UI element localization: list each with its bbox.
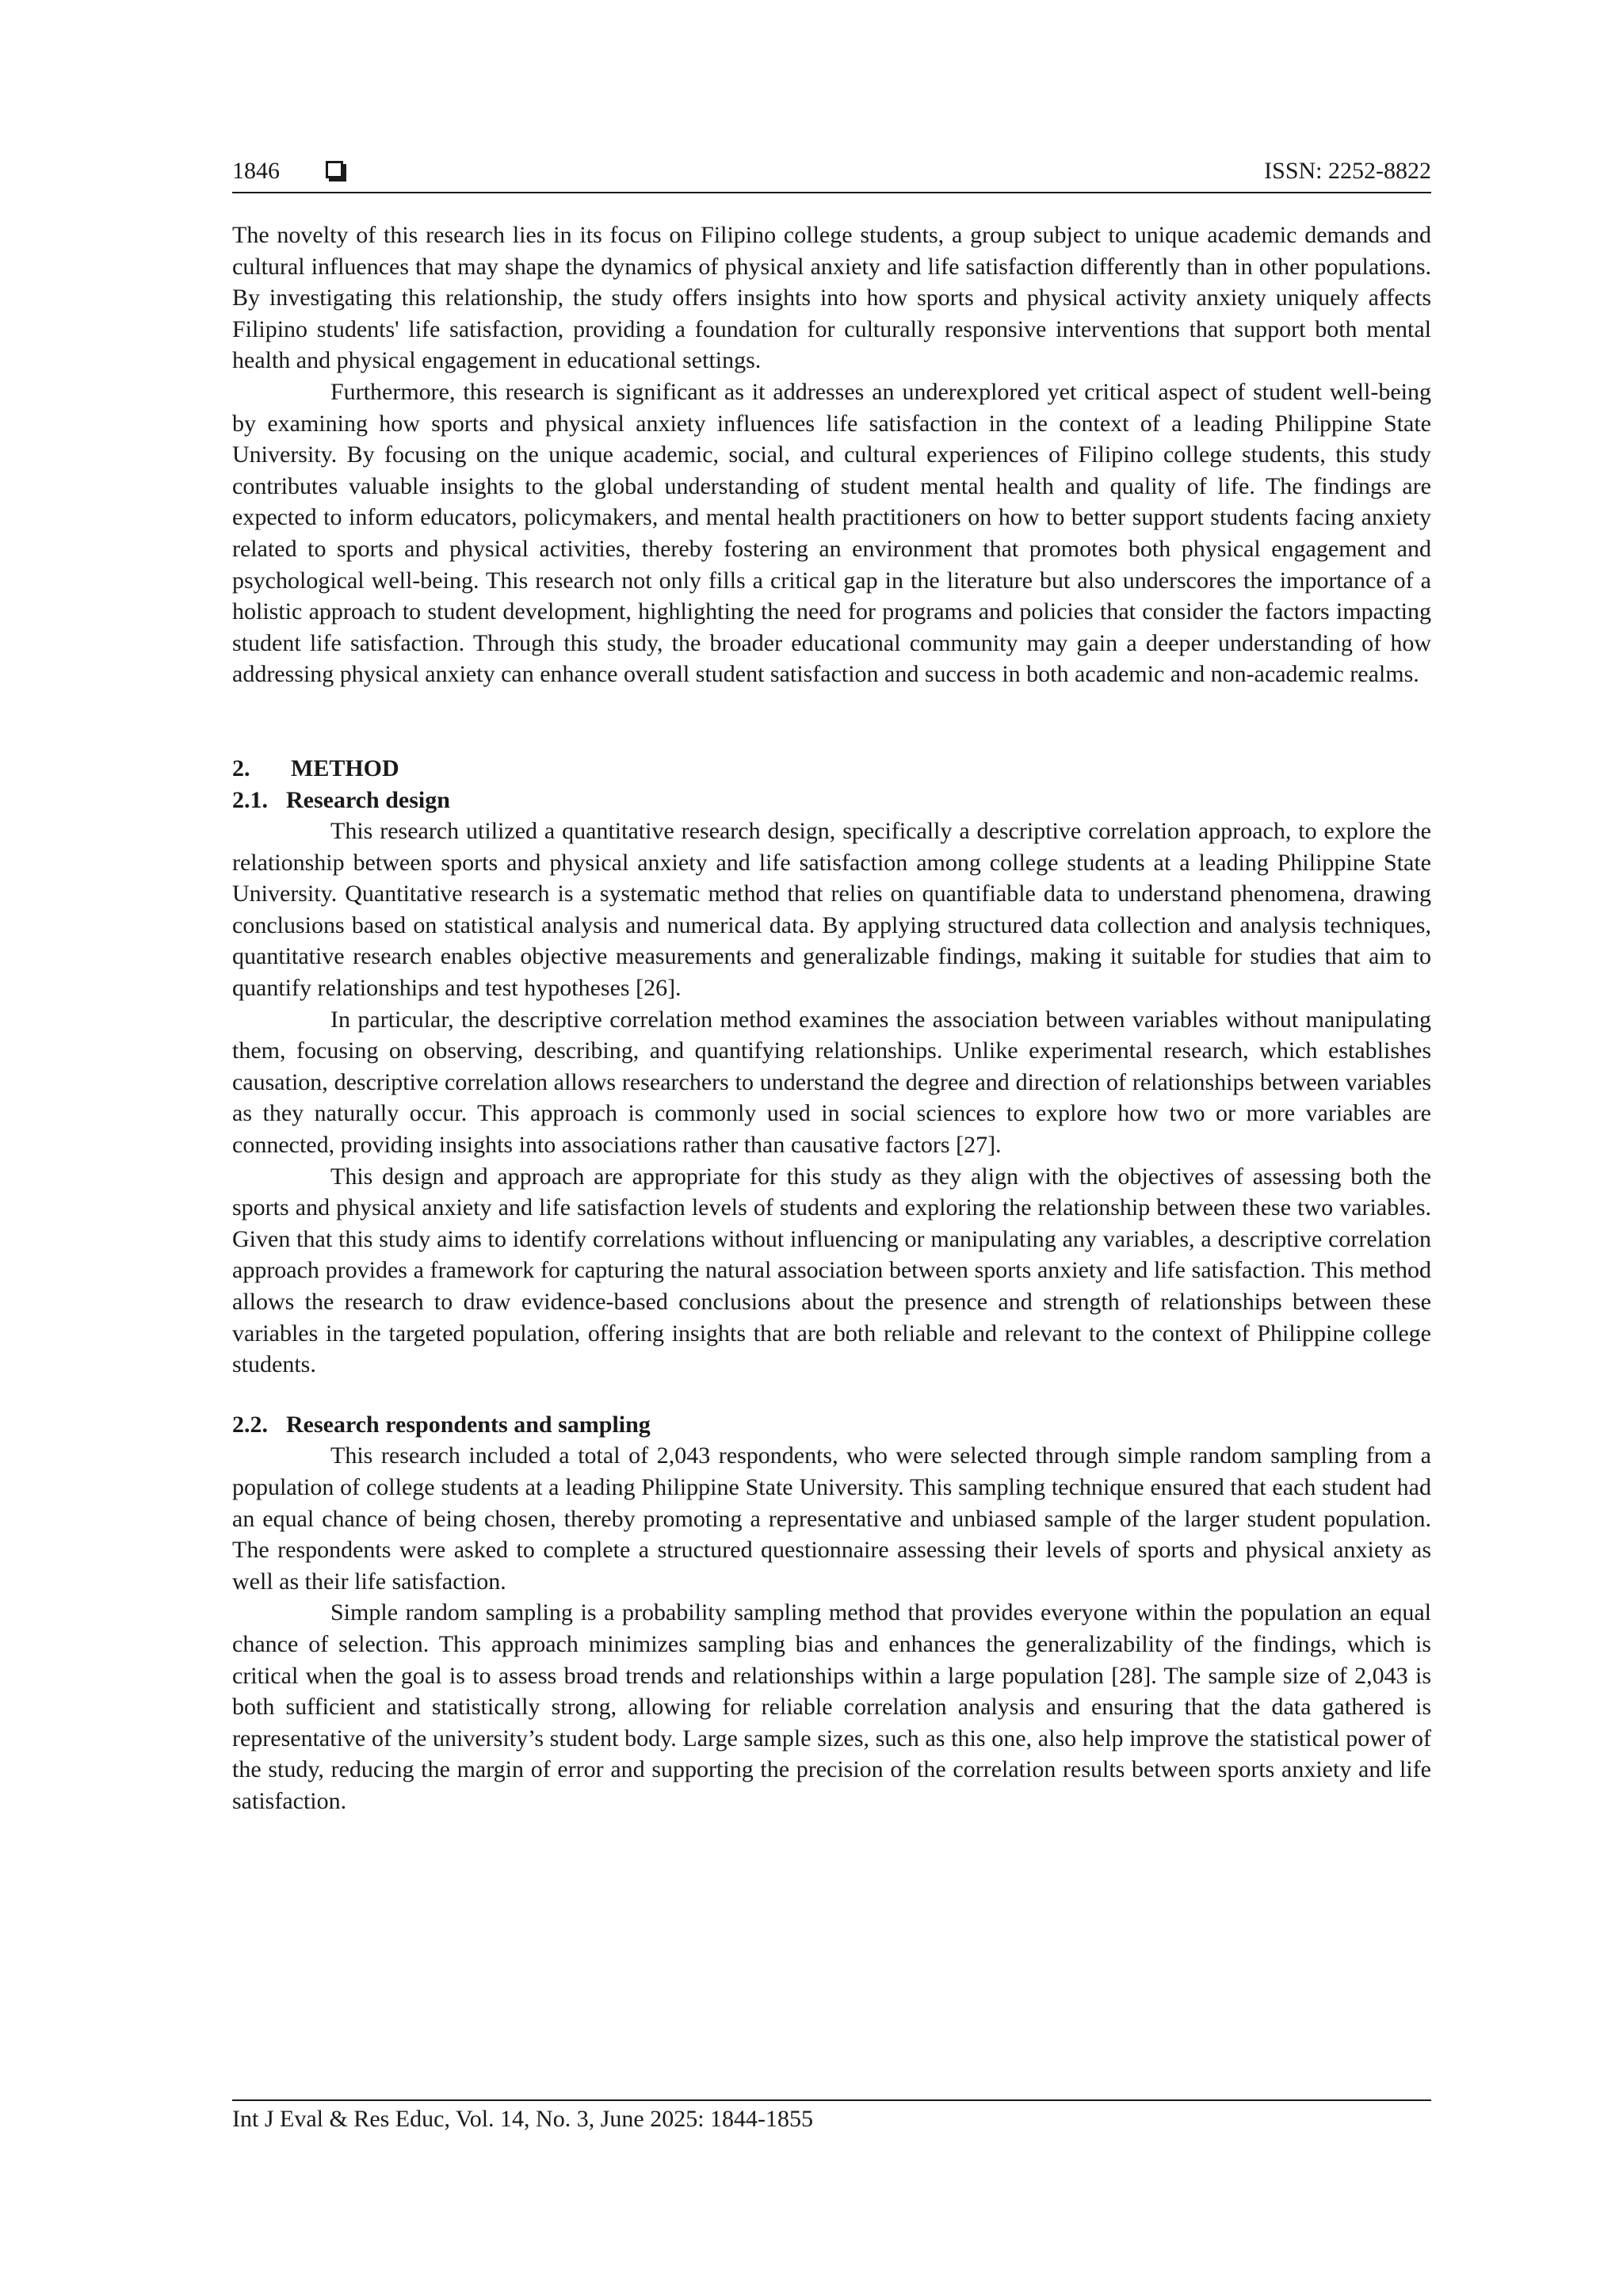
subsection-title: Research respondents and sampling [286, 1411, 651, 1438]
section-heading-method [232, 753, 1431, 785]
intro-paragraph-1: The novelty of this research lies in its focus on Filipino college students, a group subject to unique academic demands and cultural influences that may shape the dynamics of physical anxiety and life satisfaction differently than in other populations. By investigating this relationship, the study offers insights into how sports and physical activity anxiety uniquely affects Filipino students' life satisfaction, providing a foundation for culturally responsive interventions that support both mental health and physical engagement in educational settings. [232, 222, 1431, 374]
respondents-paragraph-2: Simple random sampling is a probability sampling method that provides everyone within the population an equal chance of selection. This approach minimizes sampling bias and enhances the generalizability of the findings, which is critical when the goal is to assess broad trends and relationships within a large population [28]. The sample size of 2,043 is both sufficient and statistically strong, allowing for reliable correlation analysis and ensuring that the data gathered is representative of the university’s student body. Large sample sizes, such as this one, also help improve the statistical power of the study, reducing the margin of error and supporting the precision of the correlation results between sports anxiety and life satisfaction. [232, 1599, 1431, 1814]
subsection-number: 2.2. [232, 1411, 268, 1438]
page-content [232, 220, 1431, 1817]
subsection-spacer [232, 1381, 1431, 1409]
respondents-paragraph-1: This research included a total of 2,043 respondents, who were selected through simple random sampling from a population of college students at a leading Philippine State University. This sampling technique ensured that each student had an equal chance of being chosen, thereby promoting a representative and unbiased sample of the larger student population. The respondents were asked to complete a structured questionnaire assessing their levels of sports and physical anxiety as well as their life satisfaction. [232, 1442, 1431, 1595]
subsection-number: 2.1. [232, 786, 268, 813]
research-design-paragraph-1: This research utilized a quantitative research design, specifically a descriptive correlation approach, to explore the relationship between sports and physical anxiety and life satisfaction among college students at a leading Philippine State University. Quantitative research is a systematic method that relies on quantifiable data to understand phenomena, drawing conclusions based on statistical analysis and numerical data. By applying structured data collection and analysis techniques, quantitative research enables objective measurements and generalizable findings, making it suitable for studies that aim to quantify relationships and test hypotheses [26]. [232, 818, 1431, 1002]
subsection-heading-respondents [232, 1409, 1431, 1441]
section-title: METHOD [291, 755, 399, 781]
research-design-paragraph-3: This design and approach are appropriate for this study as they align with the objectives of assessing both the sports and physical anxiety and life satisfaction levels of students and exploring the relationship between these two variables. Given that this study aims to identify correlations without influencing or manipulating any variables, a descriptive correlation approach provides a framework for capturing the natural association between sports anxiety and life satisfaction. This method allows the research to draw evidence-based conclusions about the presence and strength of relationships between these variables in the targeted population, offering insights that are both reliable and relevant to the context of Philippine college students. [232, 1163, 1431, 1378]
page-footer-citation: Int J Eval & Res Educ, Vol. 14, No. 3, June 2025: 1844-1855 [232, 2106, 814, 2132]
square-bullet-icon [326, 161, 343, 178]
subsection-title: Research design [286, 786, 450, 813]
header-rule [232, 192, 1431, 193]
issn-label: ISSN: 2252-8822 [1264, 158, 1431, 184]
research-design-paragraph-2: In particular, the descriptive correlation method examines the association between variables without manipulating them, focusing on observing, describing, and quantifying relationships. Unlike experimental research, which establishes causation, descriptive correlation allows researchers to understand the degree and direction of relationships between variables as they naturally occur. This approach is commonly used in social sciences to explore how two or more variables are connected, providing insights into associations rather than causative factors [27]. [232, 1006, 1431, 1159]
subsection-heading-research-design [232, 785, 1431, 816]
page-header [232, 155, 1431, 192]
intro-paragraph-2: Furthermore, this research is significant as it addresses an underexplored yet critical aspect of student well-being by examining how sports and physical anxiety influences life satisfaction in the context of a leading Philippine State University. By focusing on the unique academic, social, and cultural experiences of Filipino college students, this study contributes valuable insights to the global understanding of student mental health and quality of life. The findings are expected to inform educators, policymakers, and mental health practitioners on how to better support students facing anxiety related to sports and physical activities, thereby fostering an environment that promotes both physical engagement and psychological well-being. This research not only fills a critical gap in the literature but also underscores the importance of a holistic approach to student development, highlighting the need for programs and policies that consider the factors impacting student life satisfaction. Through this study, the broader educational community may gain a deeper understanding of how addressing physical anxiety can enhance overall student satisfaction and success in both academic and non-academic realms. [232, 378, 1431, 688]
footer-rule [232, 2099, 1431, 2101]
page-number: 1846 [232, 158, 280, 184]
section-spacer [232, 690, 1431, 753]
section-number: 2. [232, 755, 250, 781]
